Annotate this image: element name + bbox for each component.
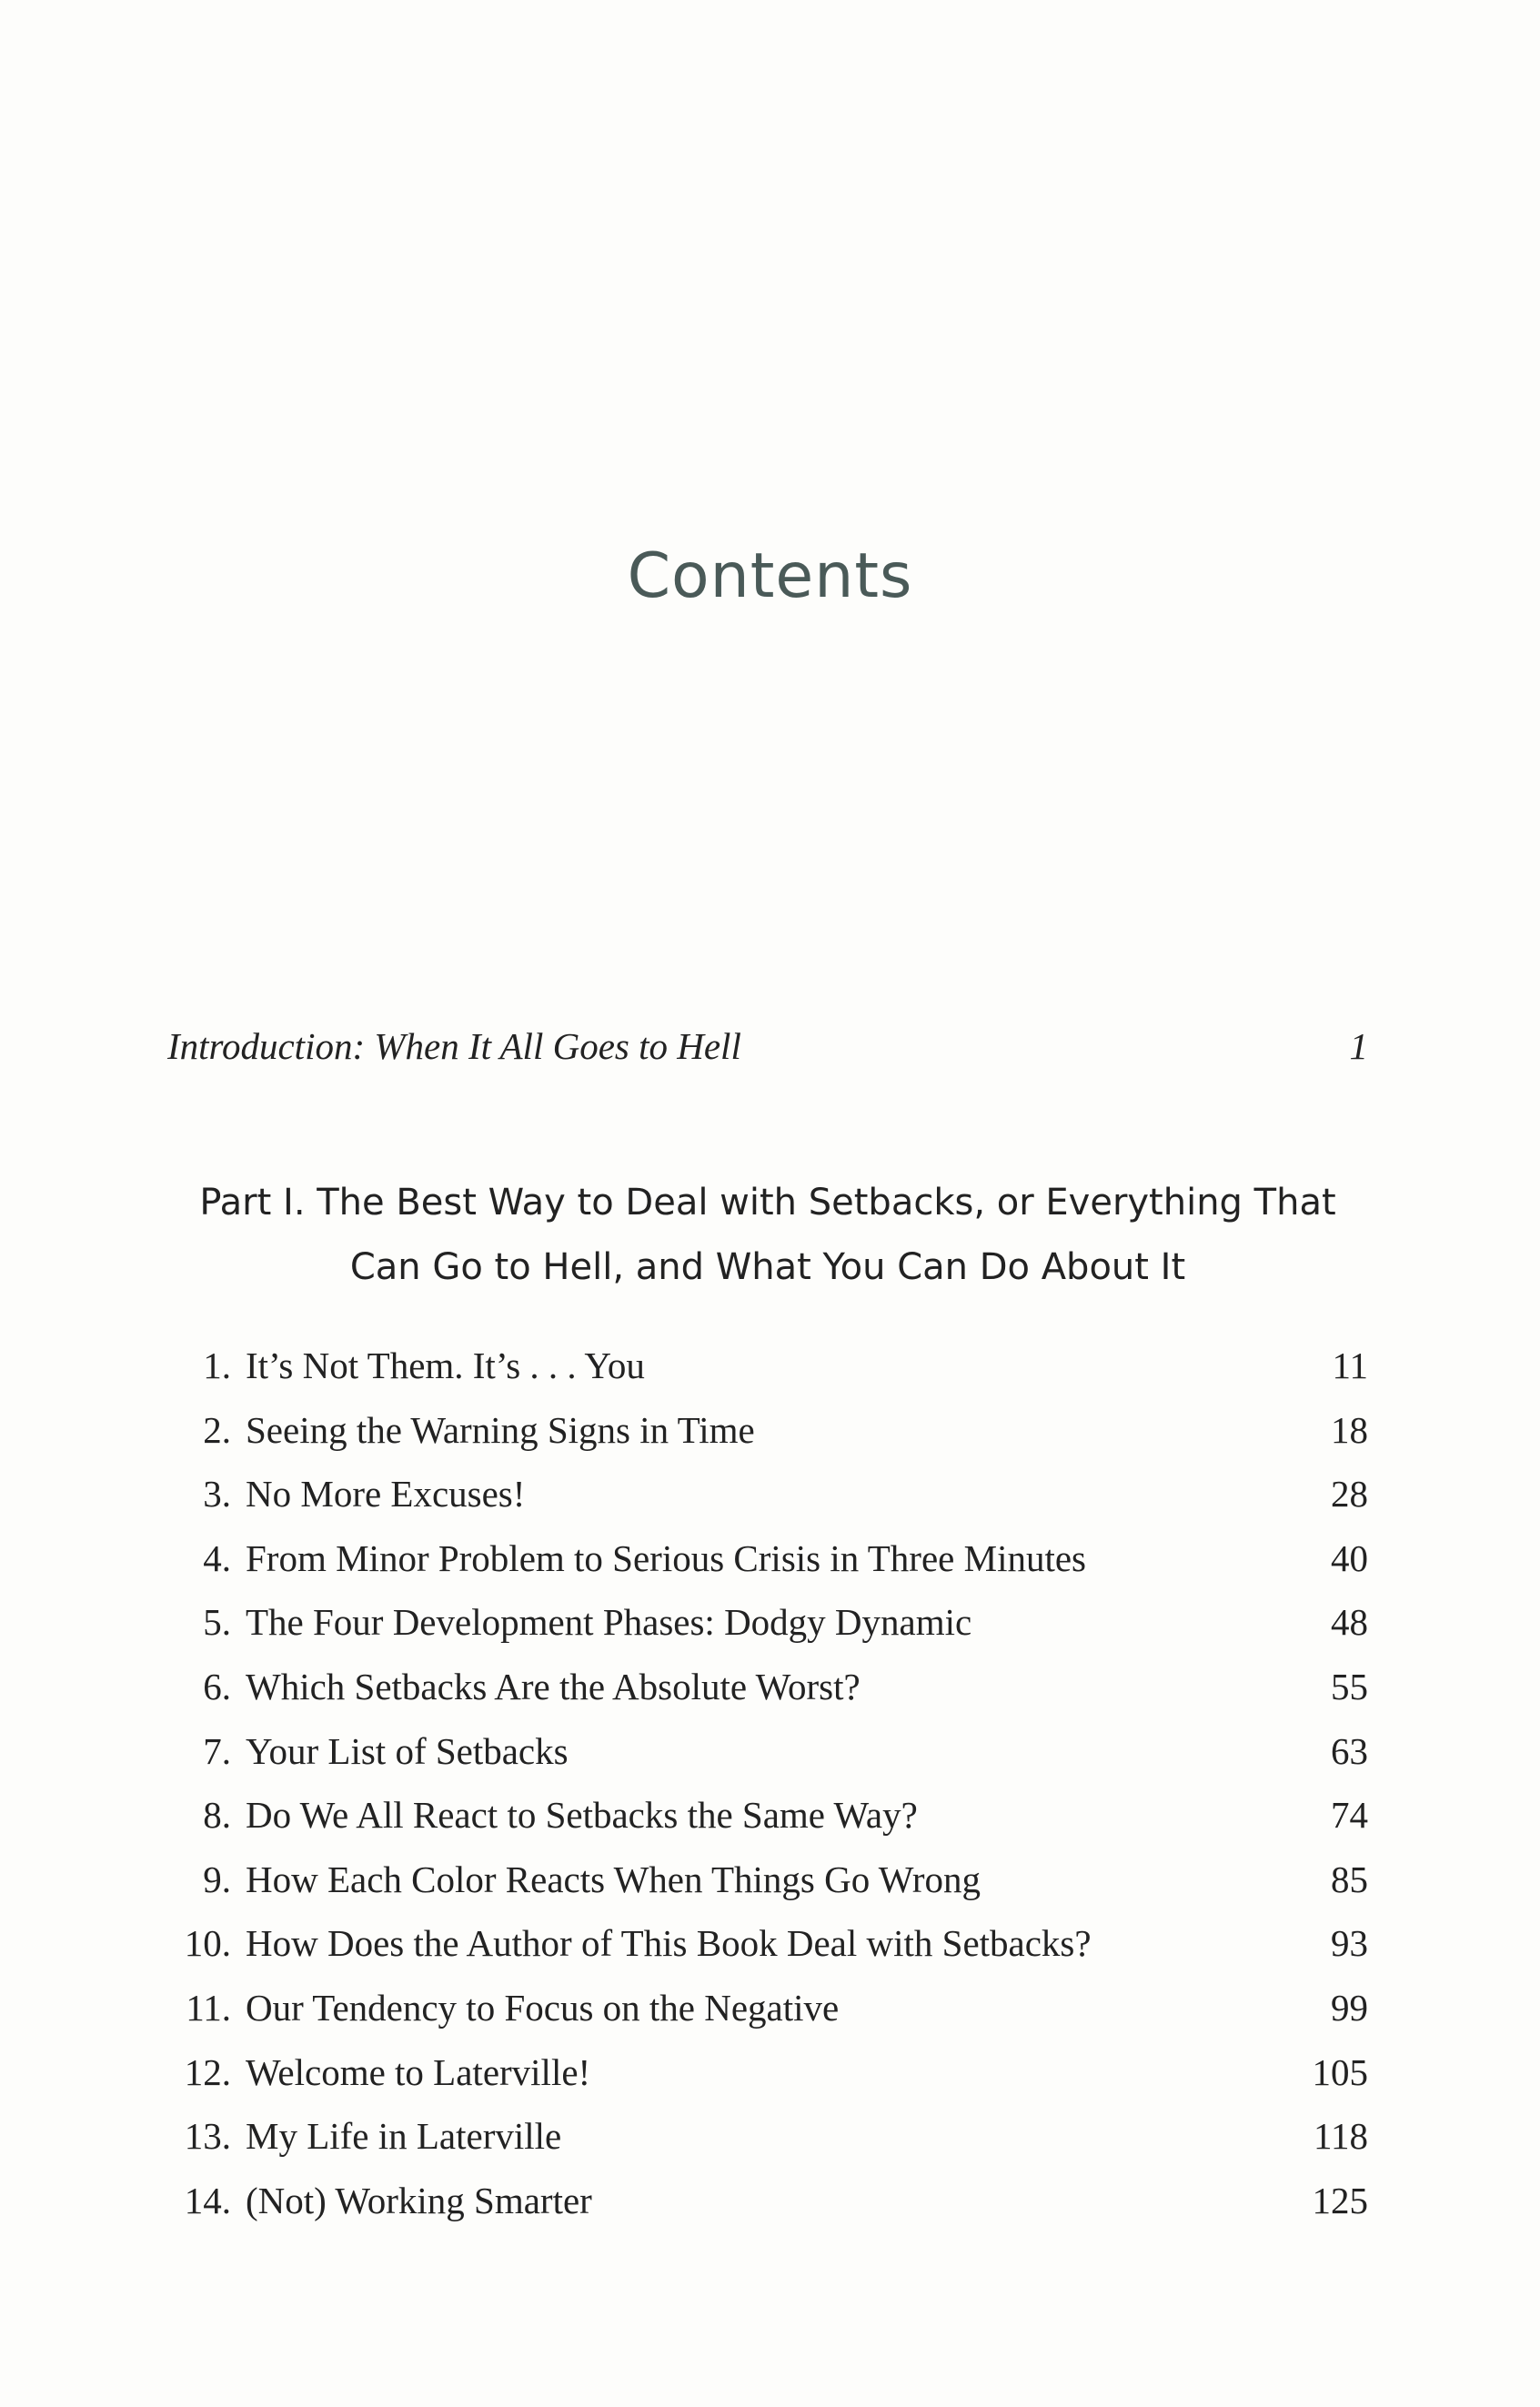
chapter-title: Your List of Setbacks bbox=[246, 1729, 569, 1772]
chapter-page-number: 28 bbox=[1331, 1473, 1368, 1516]
chapter-title: Seeing the Warning Signs in Time bbox=[246, 1408, 755, 1451]
part-one-heading-line-1: Part I. The Best Way to Deal with Setbacks, or Everything That bbox=[199, 1182, 1336, 1224]
chapter-title: Our Tendency to Focus on the Negative bbox=[246, 1986, 840, 2029]
toc-entry bbox=[167, 2104, 1368, 2169]
chapter-page-number: 40 bbox=[1331, 1536, 1368, 1579]
chapter-number: 3. bbox=[203, 1473, 231, 1516]
chapter-number: 14. bbox=[184, 2179, 231, 2221]
chapter-number: 6. bbox=[203, 1665, 231, 1707]
toc-entry bbox=[167, 1719, 1368, 1784]
chapter-number: 5. bbox=[203, 1601, 231, 1644]
chapter-title: How Does the Author of This Book Deal with Setbacks? bbox=[246, 1922, 1092, 1965]
chapter-number: 9. bbox=[203, 1858, 231, 1900]
chapter-title: The Four Development Phases: Dodgy Dynamic bbox=[246, 1601, 972, 1644]
toc-entry bbox=[167, 1976, 1368, 2040]
chapter-page-number: 55 bbox=[1331, 1665, 1368, 1707]
chapter-page-number: 118 bbox=[1314, 2115, 1368, 2158]
toc-entry bbox=[167, 1398, 1368, 1463]
toc-entry bbox=[167, 1590, 1368, 1655]
chapter-number: 4. bbox=[203, 1536, 231, 1579]
toc-entry bbox=[167, 2169, 1368, 2233]
toc-entry bbox=[167, 1783, 1368, 1848]
part-one-heading bbox=[167, 1171, 1368, 1300]
toc-entry bbox=[167, 1911, 1368, 1976]
introduction-title: Introduction: When It All Goes to Hell bbox=[167, 1025, 741, 1067]
chapter-page-number: 105 bbox=[1312, 2050, 1368, 2093]
toc-entry bbox=[167, 2040, 1368, 2105]
chapter-list bbox=[167, 1334, 1368, 2232]
chapter-page-number: 18 bbox=[1331, 1408, 1368, 1451]
chapter-title: (Not) Working Smarter bbox=[246, 2179, 592, 2221]
toc-entry bbox=[167, 1655, 1368, 1719]
chapter-title: Which Setbacks Are the Absolute Worst? bbox=[246, 1665, 861, 1707]
chapter-title: My Life in Laterville bbox=[246, 2115, 562, 2158]
chapter-title: No More Excuses! bbox=[246, 1473, 526, 1516]
page-title: Contents bbox=[627, 540, 913, 612]
chapter-page-number: 11 bbox=[1332, 1344, 1368, 1386]
chapter-page-number: 93 bbox=[1331, 1922, 1368, 1965]
chapter-number: 7. bbox=[203, 1729, 231, 1772]
chapter-number: 12. bbox=[184, 2050, 231, 2093]
chapter-page-number: 48 bbox=[1331, 1601, 1368, 1644]
toc-entry bbox=[167, 1848, 1368, 1912]
chapter-page-number: 74 bbox=[1331, 1794, 1368, 1837]
chapter-number: 11. bbox=[186, 1986, 231, 2029]
chapter-page-number: 85 bbox=[1331, 1858, 1368, 1900]
toc-entry bbox=[167, 1334, 1368, 1398]
chapter-title: It’s Not Them. It’s . . . You bbox=[246, 1344, 645, 1386]
chapter-page-number: 99 bbox=[1331, 1986, 1368, 2029]
toc-entry bbox=[167, 1462, 1368, 1526]
chapter-number: 2. bbox=[203, 1408, 231, 1451]
chapter-number: 10. bbox=[184, 1922, 231, 1965]
chapter-number: 8. bbox=[203, 1794, 231, 1837]
chapter-title: From Minor Problem to Serious Crisis in Three Minutes bbox=[246, 1536, 1087, 1579]
chapter-title: Welcome to Laterville! bbox=[246, 2050, 591, 2093]
chapter-number: 1. bbox=[203, 1344, 231, 1386]
introduction-page-number: 1 bbox=[1349, 1025, 1368, 1067]
toc-entry bbox=[167, 1526, 1368, 1591]
part-one-heading-line-2: Can Go to Hell, and What You Can Do About It bbox=[349, 1246, 1186, 1288]
chapter-page-number: 125 bbox=[1312, 2179, 1368, 2221]
chapter-page-number: 63 bbox=[1331, 1729, 1368, 1772]
chapter-title: Do We All React to Setbacks the Same Way? bbox=[246, 1794, 918, 1837]
chapter-number: 13. bbox=[184, 2115, 231, 2158]
chapter-title: How Each Color Reacts When Things Go Wrong bbox=[246, 1858, 981, 1900]
